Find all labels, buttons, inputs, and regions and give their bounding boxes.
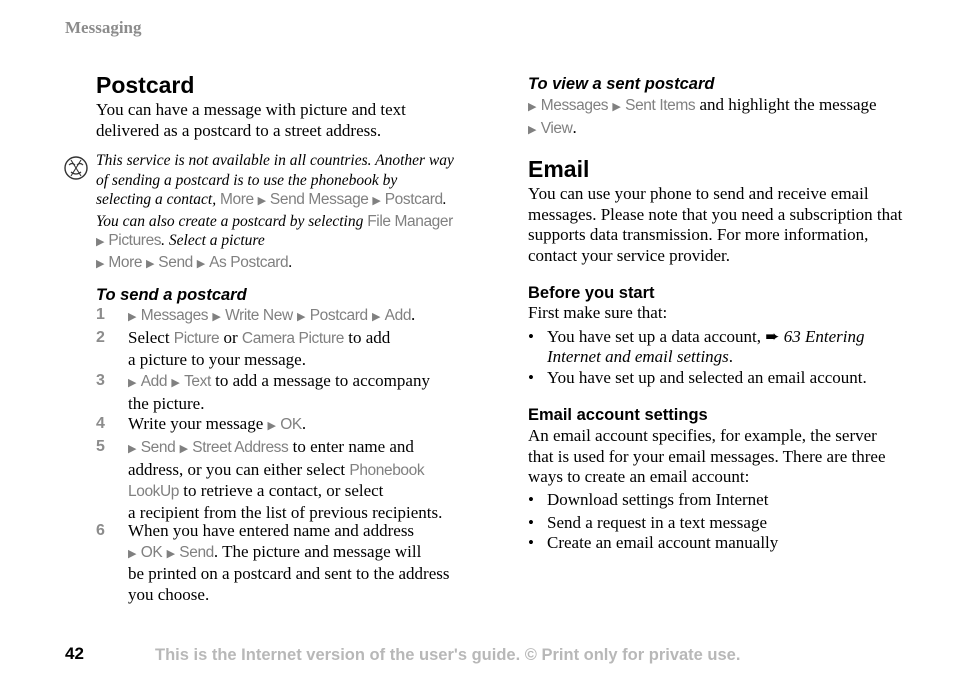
step-text: to enter name and	[288, 437, 414, 456]
bullet-create-manually: Create an email account manually	[547, 533, 779, 552]
bullet-text: You have set up a data account,	[547, 327, 766, 346]
step-text: to retrieve a contact, or select	[179, 481, 384, 500]
menu-messages: Messages	[540, 97, 609, 114]
postcard-intro: You can have a message with picture and text delivered as a postcard to a street address.	[96, 100, 406, 140]
reference-arrow-icon: ➨	[765, 327, 780, 346]
bullet-send-request: Send a request in a text message	[547, 513, 767, 532]
menu-picture: Picture	[173, 330, 220, 347]
step-number: 6	[96, 522, 105, 539]
note-text-1: This service is not available in all countries. Another way of sending a postcard is to use the phonebook by selecting a contact,	[96, 152, 454, 208]
bullet: •	[528, 490, 534, 509]
step-text: When you have entered name and address	[128, 521, 415, 540]
menu-sent-items: Sent Items	[625, 97, 696, 114]
note-text-2: . You can also create a postcard by selecting	[96, 191, 447, 230]
menu-view: View	[540, 119, 573, 137]
menu-text: Text	[184, 373, 211, 390]
menu-send-message: Send Message	[269, 191, 369, 208]
step-number: 4	[96, 415, 105, 432]
send-postcard-heading: To send a postcard	[96, 286, 247, 304]
step-text: a recipient from the list of previous recipients.	[128, 502, 443, 522]
menu-pictures: Pictures	[108, 232, 162, 249]
step-text: to add a message to accompany	[210, 371, 430, 390]
step-number: 1	[96, 306, 105, 323]
step-text: Select	[128, 328, 174, 347]
availability-note: This service is not available in all countries. Another way of sending a postcard is to use the phonebook by selecting a contact, More ▶ Send Message ▶ Postcard. You can also create a postcard by selecting File Manager ▶ Pictures. Select a picture ▶ More ▶ Send ▶ As Postcard.	[96, 152, 454, 271]
step-text: address, or you can either select	[128, 459, 350, 479]
bullet: •	[528, 368, 534, 387]
email-account-settings-heading: Email account settings	[528, 406, 708, 424]
menu-send: Send	[140, 439, 176, 456]
before-you-start-heading: Before you start	[528, 284, 655, 302]
menu-ok: OK	[280, 416, 302, 433]
menu-street-address: Street Address	[192, 439, 289, 456]
menu-more: More	[219, 191, 254, 208]
step-2	[128, 328, 473, 370]
step-4: Write your message ▶ OK.	[128, 414, 307, 433]
note-text-3: . Select a picture	[161, 232, 265, 249]
step-number: 5	[96, 438, 105, 455]
step-text: . The picture and message will	[213, 541, 422, 561]
tip-icon	[62, 154, 90, 182]
step-text: to add	[344, 328, 391, 347]
step-text: be printed on a postcard and sent to the address	[128, 564, 450, 583]
view-postcard-heading: To view a sent postcard	[528, 75, 715, 93]
step-5: ▶ Send ▶ Street Address to enter name and address, or you can either select Phonebook LookUp to retrieve a contact, or select a recipient from the list of previous recipients.	[128, 437, 443, 522]
section-title-postcard: Postcard	[96, 72, 195, 98]
email-intro: You can use your phone to send and receive email messages. Please note that you need a subscription that supports data transmission. For more information, contact your service provider.	[528, 184, 903, 265]
step-3: ▶ Add ▶ Text to add a message to accompany the picture.	[128, 371, 430, 413]
bullet: •	[528, 513, 534, 532]
step-number: 2	[96, 329, 105, 346]
bullet: •	[528, 327, 534, 346]
menu-phonebook: Phonebook	[349, 461, 425, 479]
step-text: Write your message	[128, 414, 268, 433]
menu-messages: Messages	[140, 307, 209, 324]
step-text: or	[219, 328, 242, 347]
menu-more-2: More	[108, 253, 143, 271]
cross-reference-link: 63 Entering Internet and email settings	[547, 327, 865, 366]
bullet-download-settings: Download settings from Internet	[547, 490, 769, 509]
bullet-data-account: You have set up a data account, ➨ 63 Entering Internet and email settings.	[547, 327, 865, 366]
section-title-email: Email	[528, 156, 590, 182]
menu-camera-picture: Camera Picture	[241, 330, 344, 347]
menu-postcard: Postcard	[309, 307, 368, 324]
step-text: you choose.	[128, 584, 210, 604]
menu-postcard: Postcard	[384, 191, 443, 208]
menu-ok: OK	[140, 543, 163, 561]
page-number: 42	[65, 644, 84, 663]
menu-add: Add	[384, 307, 412, 324]
step-number: 3	[96, 372, 105, 389]
view-postcard-steps: ▶ Messages ▶ Sent Items and highlight the message ▶ View.	[528, 95, 877, 137]
menu-add: Add	[140, 373, 168, 390]
step-text: the picture.	[128, 393, 205, 413]
menu-send: Send	[158, 253, 193, 271]
menu-file-manager: File Manager	[367, 212, 453, 230]
menu-lookup: LookUp	[128, 483, 180, 500]
before-intro: First make sure that:	[528, 303, 668, 322]
menu-as-postcard: As Postcard	[209, 253, 289, 271]
step-text: a picture to your message.	[128, 349, 306, 369]
menu-send: Send	[179, 543, 214, 561]
step-text: and highlight the message	[695, 95, 877, 114]
running-header: Messaging	[65, 18, 142, 37]
bullet: •	[528, 533, 534, 552]
step-6: When you have entered name and address ▶ OK ▶ Send. The picture and message will be printed on a postcard and sent to the address you choose.	[128, 521, 450, 604]
footer-notice: This is the Internet version of the user's guide. © Print only for private use.	[155, 646, 741, 664]
step-1: ▶ Messages ▶ Write New ▶ Postcard ▶ Add.	[128, 305, 416, 324]
bullet-email-account: You have set up and selected an email account.	[547, 368, 867, 387]
menu-write-new: Write New	[225, 307, 293, 324]
account-intro: An email account specifies, for example, the server that is used for your email messages. There are three ways to create an email account:	[528, 426, 886, 486]
